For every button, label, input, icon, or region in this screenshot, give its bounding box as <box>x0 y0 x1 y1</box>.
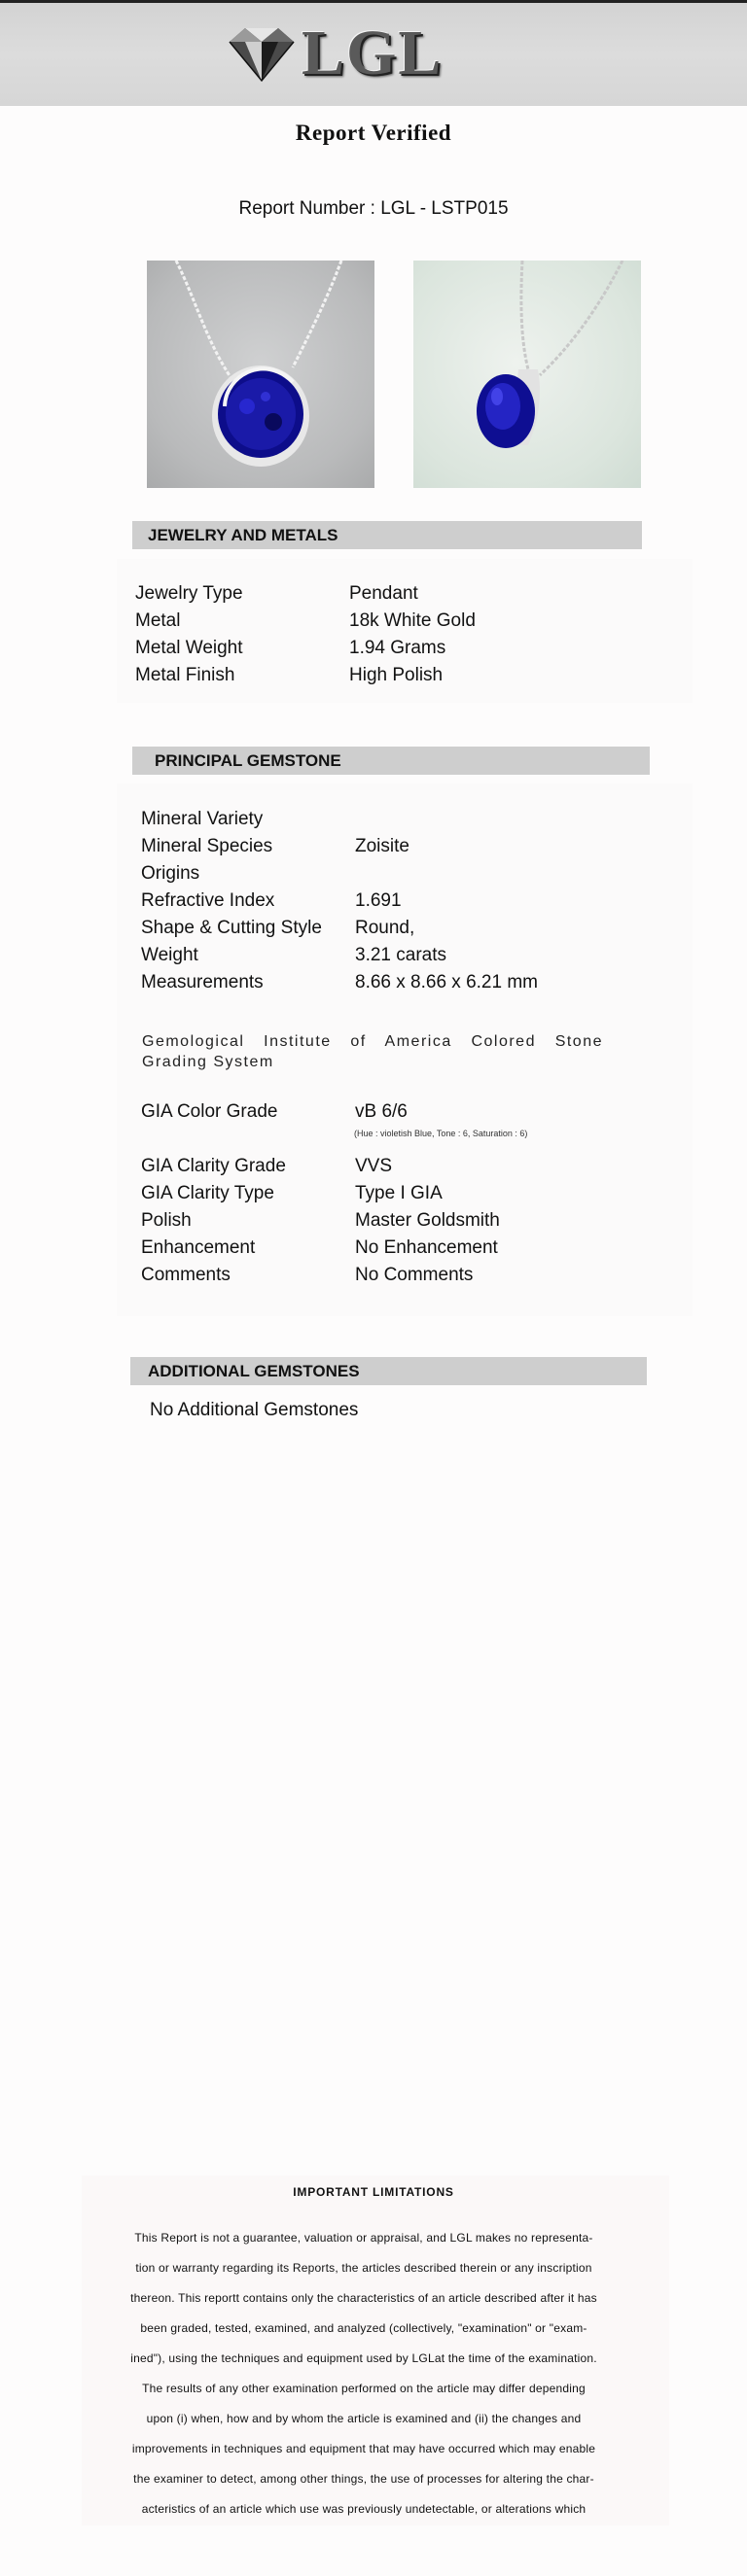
row-label: Polish <box>141 1210 192 1231</box>
limitations-line: The results of any other examination performed on the article may differ depending <box>142 2382 586 2395</box>
row-label: Origins <box>141 863 200 884</box>
row-value: 18k White Gold <box>349 610 476 631</box>
row-value: 8.66 x 8.66 x 6.21 mm <box>355 972 538 992</box>
row-value: High Polish <box>349 665 444 685</box>
row-label: Comments <box>141 1265 231 1285</box>
row-label: Metal Finish <box>135 665 235 685</box>
pendant-front-photo <box>147 261 374 488</box>
limitations-line: acteristics of an article which use was previously undetectable, or alterations which <box>141 2502 587 2516</box>
row-label: GIA Color Grade <box>141 1101 278 1122</box>
row-label: Mineral Species <box>141 836 273 856</box>
limitations-line: the examiner to detect, among other things, the use of processes for altering the char- <box>133 2472 594 2486</box>
row-value: VVS <box>355 1156 393 1176</box>
row-label: GIA Clarity Type <box>141 1183 274 1203</box>
grading-system-text: Gemological Institute of America Colored Stone Grading System <box>142 1033 603 1070</box>
gemstone-section-header <box>132 747 650 775</box>
logo-text: LGL <box>302 17 444 88</box>
jewelry-heading: JEWELRY AND METALS <box>148 526 338 544</box>
row-value: 1.94 Grams <box>349 638 446 658</box>
limitations-line: tion or warranty regarding its Reports, the articles described therein or any inscription <box>135 2261 592 2275</box>
row-label: Shape & Cutting Style <box>141 918 322 938</box>
row-label: GIA Clarity Grade <box>141 1156 286 1176</box>
limitations-line: This Report is not a guarantee, valuation or appraisal, and LGL makes no representa- <box>134 2231 593 2245</box>
row-value: Master Goldsmith <box>355 1210 500 1231</box>
row-value: 1.691 <box>355 890 402 911</box>
row-label: Refractive Index <box>141 890 275 911</box>
limitations-line: ined"), using the techniques and equipment used by LGLat the time of the examination. <box>130 2351 597 2365</box>
row-label: Jewelry Type <box>135 583 243 604</box>
row-value: Type I GIA <box>355 1183 443 1203</box>
limitations-line: improvements in techniques and equipment that may have occurred which may enable <box>131 2442 596 2455</box>
additional-text: No Additional Gemstones <box>150 1400 359 1420</box>
diamond-icon <box>226 24 298 83</box>
additional-section-header <box>130 1357 647 1385</box>
limitations-line: been graded, tested, examined, and analyzed (collectively, "examination" or "exam- <box>140 2321 587 2335</box>
lgl-logo[interactable] <box>226 17 444 88</box>
row-value: No Enhancement <box>355 1237 498 1258</box>
gemstone-heading: PRINCIPAL GEMSTONE <box>155 751 341 770</box>
color-grade-note: (Hue : violetish Blue, Tone : 6, Saturation : 6) <box>354 1129 528 1138</box>
jewelry-section-header <box>132 521 642 549</box>
limitations-line: thereon. This reportt contains only the characteristics of an article described after it has <box>130 2291 597 2305</box>
row-value: Zoisite <box>355 836 409 856</box>
row-value: vB 6/6 <box>355 1101 408 1122</box>
additional-heading: ADDITIONAL GEMSTONES <box>148 1362 360 1380</box>
limitations-text <box>102 2223 625 2524</box>
pendant-side-photo <box>413 261 641 488</box>
row-value: Pendant <box>349 583 418 604</box>
report-number: Report Number : LGL - LSTP015 <box>238 198 509 219</box>
row-label: Metal <box>135 610 181 631</box>
limitations-line: upon (i) when, how and by whom the article is examined and (ii) the changes and <box>146 2412 582 2425</box>
row-label: Mineral Variety <box>141 809 264 829</box>
row-label: Metal Weight <box>135 638 243 658</box>
limitations-heading: IMPORTANT LIMITATIONS <box>293 2185 454 2199</box>
row-label: Measurements <box>141 972 264 992</box>
row-label: Enhancement <box>141 1237 256 1258</box>
page-title: Report Verified <box>295 121 452 145</box>
row-label: Weight <box>141 945 198 965</box>
header-bar <box>0 0 747 106</box>
row-value: No Comments <box>355 1265 474 1285</box>
row-value: Round, <box>355 918 415 938</box>
row-value: 3.21 carats <box>355 945 446 965</box>
